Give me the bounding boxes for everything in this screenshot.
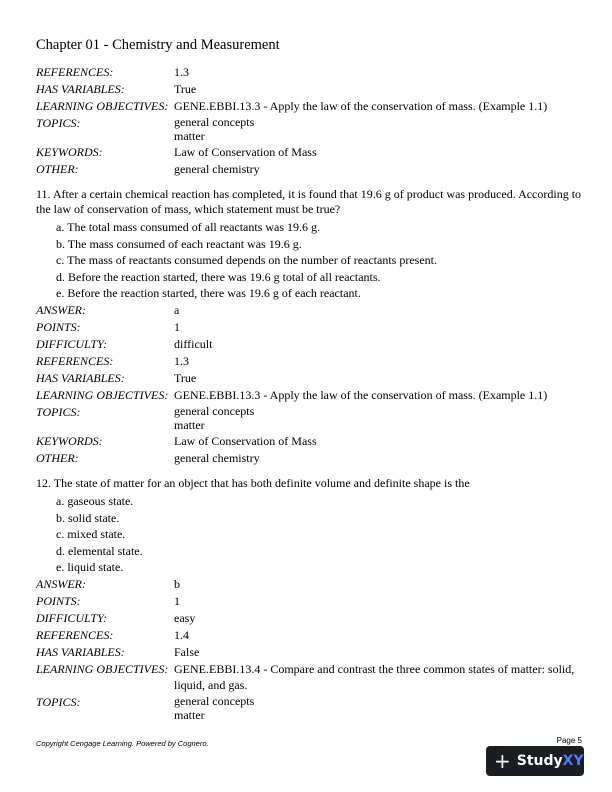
topic-item: general concepts [174,115,255,129]
meta-label: POINTS: [36,593,81,608]
meta-row-difficulty [36,610,584,626]
meta-row-other [36,161,584,177]
page-title: Chapter 01 - Chemistry and Measurement [36,37,280,53]
meta-label: ANSWER: [36,302,86,317]
question-12-text: 12. The state of matter for an object that has both definite volume and definite shape is the [36,475,470,490]
meta-value: 1.4 [174,627,189,642]
meta-label: LEARNING OBJECTIVES: [36,661,169,676]
meta-value: 1.3 [174,65,189,79]
meta-label: HAS VARIABLES: [36,370,125,385]
question-12-choices [56,493,584,576]
meta-row-topics [36,115,584,143]
meta-row-references [36,64,584,80]
question-11-text: 11. After a certain chemical reaction has completed, it is found that 19.6 g of product was produced. According to the law of conservation of mass, which statement must be true? [36,187,582,216]
meta-label: ANSWER: [36,576,86,591]
meta-row-answer [36,576,584,592]
meta-value: difficult [174,336,213,351]
meta-value [174,694,584,722]
meta-label: KEYWORDS: [36,145,103,159]
choice-item: e. Before the reaction started, there was 19.6 g of each reactant. [56,286,361,301]
meta-row-answer [36,302,584,318]
meta-value: b [174,576,180,591]
meta-value: GENE.EBBI.13.3 - Apply the law of the conservation of mass. (Example 1.1) [174,99,548,113]
studyxy-badge[interactable] [486,746,584,776]
meta-label: REFERENCES: [36,627,114,642]
meta-row-references [36,353,584,369]
brand-name [517,753,584,769]
meta-value: general chemistry [174,162,260,176]
meta-row-points [36,593,584,609]
meta-label: DIFFICULTY: [36,336,107,351]
meta-label: TOPICS: [36,404,81,419]
meta-label: LEARNING OBJECTIVES: [36,387,169,402]
choice-item: d. elemental state. [56,543,143,558]
meta-row-learning-objectives [36,98,584,114]
topic-item: matter [174,707,205,722]
meta-value: GENE.EBBI.13.4 - Compare and contrast the three common states of matter: solid, liquid, and gas. [174,661,575,692]
choice-item: d. Before the reaction started, there was 19.6 g total of all reactants. [56,269,381,284]
question-12-meta [36,576,584,722]
topic-item: general concepts [174,403,255,418]
meta-value: True [174,82,197,96]
meta-label: LEARNING OBJECTIVES: [36,99,169,113]
meta-label: REFERENCES: [36,65,114,79]
document-page [36,36,584,723]
meta-row-learning-objectives [36,387,584,403]
meta-label: TOPICS: [36,694,81,709]
meta-value: 1.3 [174,353,189,368]
meta-label: DIFFICULTY: [36,610,107,625]
choice-item: b. solid state. [56,510,120,525]
choice-item: e. liquid state. [56,560,124,575]
question-11-choices [56,219,584,302]
question-11-meta [36,302,584,466]
prev-question-meta [36,64,584,177]
meta-row-other [36,450,584,466]
meta-label: OTHER: [36,450,79,465]
page-number: Page 5 [556,736,582,745]
meta-row-topics [36,694,584,722]
meta-label: POINTS: [36,319,81,334]
meta-label: HAS VARIABLES: [36,82,125,96]
meta-label: KEYWORDS: [36,433,103,448]
brand-accent: XY [562,753,584,769]
choice-item: c. The mass of reactants consumed depends on the number of reactants present. [56,253,437,268]
meta-label: OTHER: [36,162,79,176]
meta-label: HAS VARIABLES: [36,644,125,659]
meta-row-difficulty [36,336,584,352]
meta-value: GENE.EBBI.13.3 - Apply the law of the conservation of mass. (Example 1.1) [174,387,548,402]
meta-value: 1 [174,593,180,608]
meta-row-has-variables [36,81,584,97]
footer-copyright: Copyright Cengage Learning. Powered by Cognero. [36,739,209,748]
meta-value [174,115,584,143]
meta-value: 1 [174,319,180,334]
topic-item: matter [174,417,205,432]
meta-row-has-variables [36,644,584,660]
meta-value: easy [174,610,196,625]
meta-row-keywords [36,433,584,449]
meta-row-has-variables [36,370,584,386]
choice-item: b. The mass consumed of each reactant was 19.6 g. [56,236,302,251]
meta-row-references [36,627,584,643]
brand-main: Study [516,753,563,769]
meta-value: False [174,644,200,659]
meta-value: Law of Conservation of Mass [174,145,317,159]
plus-icon: + [494,749,511,773]
meta-value: Law of Conservation of Mass [174,433,317,448]
topic-item: general concepts [174,693,255,708]
topic-item: matter [174,129,205,143]
meta-label: TOPICS: [36,116,81,130]
choice-item: a. The total mass consumed of all reactants was 19.6 g. [56,220,321,234]
meta-row-topics [36,404,584,432]
meta-value [174,404,584,432]
meta-row-learning-objectives [36,661,584,693]
meta-row-points [36,319,584,335]
choice-item: c. mixed state. [56,527,126,542]
meta-value: True [174,370,197,385]
choice-item: a. gaseous state. [56,493,134,508]
meta-value: general chemistry [174,450,260,465]
meta-row-keywords [36,144,584,160]
meta-label: REFERENCES: [36,353,114,368]
meta-value: a [174,302,180,317]
